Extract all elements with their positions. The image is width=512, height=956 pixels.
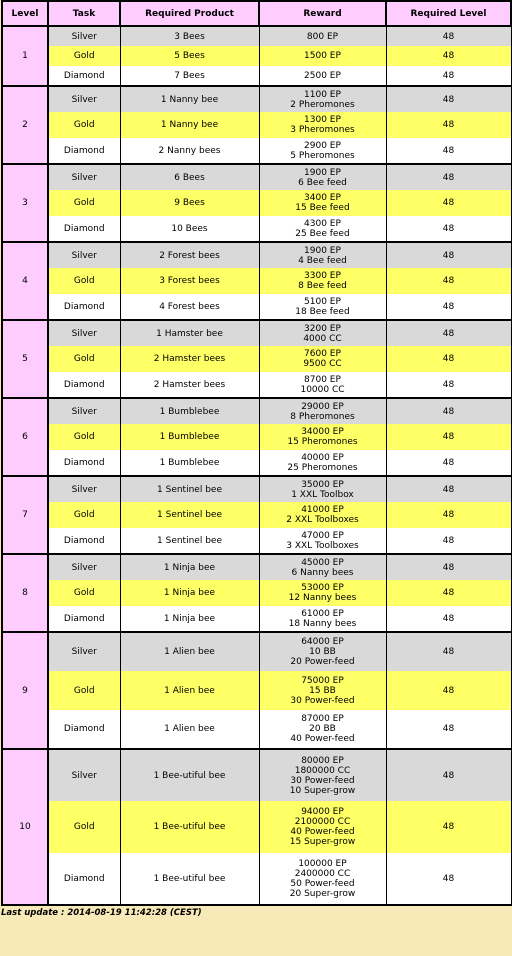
reward-cell: 1900 EP 6 Bee feed: [259, 164, 386, 190]
table-row: [2, 801, 511, 853]
task-cell: Diamond: [48, 450, 120, 476]
reward-cell: 8700 EP 10000 CC: [259, 372, 386, 398]
reward-cell: 3400 EP 15 Bee feed: [259, 190, 386, 216]
product-cell: 1 Bumblebee: [120, 424, 259, 450]
required-level-cell: 48: [386, 164, 511, 190]
task-cell: Gold: [48, 801, 120, 853]
required-level-cell: 48: [386, 216, 511, 242]
required-level-cell: 48: [386, 554, 511, 580]
level-cell: 8: [2, 554, 48, 632]
product-cell: 1 Alien bee: [120, 671, 259, 710]
product-cell: 1 Ninja bee: [120, 554, 259, 580]
product-cell: 10 Bees: [120, 216, 259, 242]
product-cell: 6 Bees: [120, 164, 259, 190]
table-row: [2, 450, 511, 476]
product-cell: 1 Ninja bee: [120, 580, 259, 606]
product-cell: 1 Bee-utiful bee: [120, 853, 259, 905]
required-level-cell: 48: [386, 580, 511, 606]
task-cell: Diamond: [48, 710, 120, 749]
task-cell: Gold: [48, 424, 120, 450]
task-cell: Silver: [48, 632, 120, 671]
required-level-cell: 48: [386, 190, 511, 216]
level-cell: 1: [2, 26, 48, 86]
table-row: [2, 190, 511, 216]
product-cell: 1 Sentinel bee: [120, 476, 259, 502]
table-row: [2, 398, 511, 424]
table-row: [2, 606, 511, 632]
table-row: [2, 46, 511, 66]
required-level-cell: 48: [386, 528, 511, 554]
header-reward: Reward: [259, 1, 386, 26]
required-level-cell: 48: [386, 476, 511, 502]
reward-cell: 3300 EP 8 Bee feed: [259, 268, 386, 294]
table-row: [2, 554, 511, 580]
table-row: [2, 853, 511, 905]
reward-cell: 1500 EP: [259, 46, 386, 66]
level-cell: 2: [2, 86, 48, 164]
table-row: [2, 346, 511, 372]
product-cell: 1 Alien bee: [120, 710, 259, 749]
product-cell: 2 Hamster bees: [120, 346, 259, 372]
task-cell: Silver: [48, 242, 120, 268]
required-level-cell: 48: [386, 450, 511, 476]
task-cell: Silver: [48, 554, 120, 580]
required-level-cell: 48: [386, 749, 511, 801]
task-cell: Diamond: [48, 138, 120, 164]
product-cell: 1 Alien bee: [120, 632, 259, 671]
level-cell: 4: [2, 242, 48, 320]
task-cell: Gold: [48, 112, 120, 138]
required-level-cell: 48: [386, 268, 511, 294]
table-row: [2, 710, 511, 749]
task-cell: Gold: [48, 268, 120, 294]
product-cell: 3 Forest bees: [120, 268, 259, 294]
reward-cell: 47000 EP 3 XXL Toolboxes: [259, 528, 386, 554]
product-cell: 3 Bees: [120, 26, 259, 46]
reward-cell: 41000 EP 2 XXL Toolboxes: [259, 502, 386, 528]
required-level-cell: 48: [386, 112, 511, 138]
product-cell: 5 Bees: [120, 46, 259, 66]
required-level-cell: 48: [386, 502, 511, 528]
reward-cell: 94000 EP 2100000 CC 40 Power-feed 15 Super-grow: [259, 801, 386, 853]
reward-cell: 75000 EP 15 BB 30 Power-feed: [259, 671, 386, 710]
table-row: [2, 749, 511, 801]
required-level-cell: 48: [386, 398, 511, 424]
reward-cell: 64000 EP 10 BB 20 Power-feed: [259, 632, 386, 671]
reward-cell: 2900 EP 5 Pheromones: [259, 138, 386, 164]
reward-cell: 100000 EP 2400000 CC 50 Power-feed 20 Super-grow: [259, 853, 386, 905]
reward-cell: 80000 EP 1800000 CC 30 Power-feed 10 Super-grow: [259, 749, 386, 801]
task-cell: Silver: [48, 26, 120, 46]
reward-cell: 53000 EP 12 Nanny bees: [259, 580, 386, 606]
table-row: [2, 86, 511, 112]
task-cell: Gold: [48, 671, 120, 710]
required-level-cell: 48: [386, 710, 511, 749]
task-cell: Silver: [48, 749, 120, 801]
task-cell: Silver: [48, 164, 120, 190]
product-cell: 2 Nanny bees: [120, 138, 259, 164]
reward-cell: 29000 EP 8 Pheromones: [259, 398, 386, 424]
required-level-cell: 48: [386, 294, 511, 320]
table-row: [2, 580, 511, 606]
reward-cell: 3200 EP 4000 CC: [259, 320, 386, 346]
reward-cell: 87000 EP 20 BB 40 Power-feed: [259, 710, 386, 749]
product-cell: 1 Bumblebee: [120, 398, 259, 424]
table-row: [2, 320, 511, 346]
table-header-row: [2, 1, 511, 26]
product-cell: 1 Hamster bee: [120, 320, 259, 346]
reward-cell: 7600 EP 9500 CC: [259, 346, 386, 372]
header-required-product: Required Product: [120, 1, 259, 26]
level-cell: 5: [2, 320, 48, 398]
product-cell: 1 Nanny bee: [120, 112, 259, 138]
level-cell: 3: [2, 164, 48, 242]
table-row: [2, 502, 511, 528]
required-level-cell: 48: [386, 671, 511, 710]
table-row: [2, 294, 511, 320]
reward-cell: 34000 EP 15 Pheromones: [259, 424, 386, 450]
reward-cell: 40000 EP 25 Pheromones: [259, 450, 386, 476]
product-cell: 1 Bee-utiful bee: [120, 749, 259, 801]
product-cell: 4 Forest bees: [120, 294, 259, 320]
required-level-cell: 48: [386, 242, 511, 268]
table-row: [2, 632, 511, 671]
required-level-cell: 48: [386, 66, 511, 86]
reward-cell: 1100 EP 2 Pheromones: [259, 86, 386, 112]
required-level-cell: 48: [386, 424, 511, 450]
required-level-cell: 48: [386, 86, 511, 112]
product-cell: 1 Sentinel bee: [120, 502, 259, 528]
task-cell: Silver: [48, 320, 120, 346]
required-level-cell: 48: [386, 632, 511, 671]
required-level-cell: 48: [386, 346, 511, 372]
task-cell: Diamond: [48, 66, 120, 86]
required-level-cell: 48: [386, 46, 511, 66]
required-level-cell: 48: [386, 138, 511, 164]
table-row: [2, 66, 511, 86]
task-cell: Silver: [48, 398, 120, 424]
task-cell: Silver: [48, 476, 120, 502]
header-level: Level: [2, 1, 48, 26]
product-cell: 1 Sentinel bee: [120, 528, 259, 554]
product-cell: 2 Forest bees: [120, 242, 259, 268]
product-cell: 1 Ninja bee: [120, 606, 259, 632]
header-task: Task: [48, 1, 120, 26]
product-cell: 9 Bees: [120, 190, 259, 216]
required-level-cell: 48: [386, 372, 511, 398]
level-cell: 9: [2, 632, 48, 749]
table-row: [2, 26, 511, 46]
task-cell: Diamond: [48, 216, 120, 242]
level-cell: 6: [2, 398, 48, 476]
reward-cell: 61000 EP 18 Nanny bees: [259, 606, 386, 632]
required-level-cell: 48: [386, 320, 511, 346]
reward-cell: 1300 EP 3 Pheromones: [259, 112, 386, 138]
task-cell: Silver: [48, 86, 120, 112]
table-row: [2, 242, 511, 268]
reward-cell: 4300 EP 25 Bee feed: [259, 216, 386, 242]
reward-cell: 5100 EP 18 Bee feed: [259, 294, 386, 320]
reward-cell: 2500 EP: [259, 66, 386, 86]
required-level-cell: 48: [386, 606, 511, 632]
product-cell: 1 Nanny bee: [120, 86, 259, 112]
table-row: [2, 528, 511, 554]
table-row: [2, 164, 511, 190]
task-cell: Diamond: [48, 853, 120, 905]
table-row: [2, 372, 511, 398]
reward-cell: 800 EP: [259, 26, 386, 46]
product-cell: 7 Bees: [120, 66, 259, 86]
task-cell: Diamond: [48, 294, 120, 320]
table-row: [2, 268, 511, 294]
level-cell: 10: [2, 749, 48, 905]
table-row: [2, 476, 511, 502]
reward-cell: 1900 EP 4 Bee feed: [259, 242, 386, 268]
table-row: [2, 112, 511, 138]
product-cell: 2 Hamster bees: [120, 372, 259, 398]
table-row: [2, 138, 511, 164]
task-cell: Diamond: [48, 528, 120, 554]
last-update: Last update : 2014-08-19 11:42:28 (CEST): [1, 908, 202, 918]
task-cell: Gold: [48, 346, 120, 372]
reward-cell: 35000 EP 1 XXL Toolbox: [259, 476, 386, 502]
required-level-cell: 48: [386, 853, 511, 905]
table-row: [2, 671, 511, 710]
rewards-table: [1, 0, 512, 906]
task-cell: Diamond: [48, 372, 120, 398]
product-cell: 1 Bee-utiful bee: [120, 801, 259, 853]
task-cell: Gold: [48, 190, 120, 216]
task-cell: Diamond: [48, 606, 120, 632]
table-row: [2, 424, 511, 450]
product-cell: 1 Bumblebee: [120, 450, 259, 476]
task-cell: Gold: [48, 580, 120, 606]
header-required-level: Required Level: [386, 1, 511, 26]
table-row: [2, 216, 511, 242]
reward-cell: 45000 EP 6 Nanny bees: [259, 554, 386, 580]
level-cell: 7: [2, 476, 48, 554]
required-level-cell: 48: [386, 26, 511, 46]
task-cell: Gold: [48, 502, 120, 528]
required-level-cell: 48: [386, 801, 511, 853]
task-cell: Gold: [48, 46, 120, 66]
table-body: [2, 26, 511, 905]
